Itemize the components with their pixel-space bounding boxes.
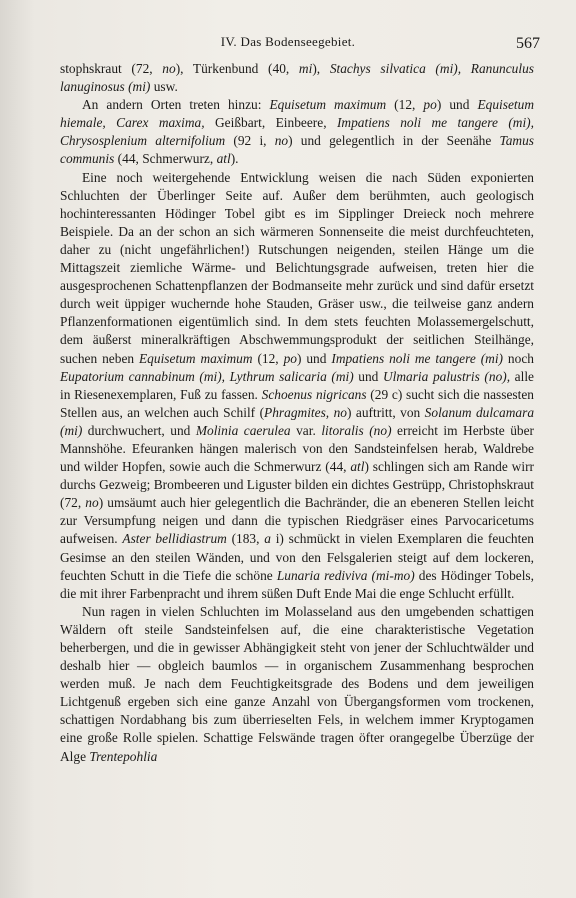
- text-run: (29 c) sucht sich die nassesten Stellen aus, an welchen auch Schilf (: [60, 386, 534, 420]
- italic-run: Tamus communis: [60, 133, 534, 167]
- italic-run: a: [264, 531, 271, 547]
- text-run: ) auftritt, von: [346, 404, 425, 420]
- italic-run: no: [85, 495, 99, 511]
- text-run: ).: [230, 151, 239, 167]
- text-run: ) umsäumt auch hier gelegentlich die Bachränder, die an ebeneren Stellen leicht zur Versumpfung neigen und dann die typischen Riedgräser eines Parvocaricetums aufweisen.: [60, 495, 534, 547]
- italic-run: Impatiens noli me tangere (mi), Chrysosplenium alternifolium: [60, 115, 534, 149]
- text-run: Eine noch weitergehende Entwicklung weisen die nach Süden exponierten Schluchten der Überlinger Seite auf. Außer dem berühmten, auch geologisch hochinteressanten Hödinger Tobel gibt es im Sipplinger Dreieck noch mehrere Beispiele. Da an der schon an sich wärmeren Sonnenseite die meist durchfeuchteten, daher zu (nicht ungefährlichen!) Rutschungen neigenden, steilen Hänge um die Mittagszeit ziemliche Wärme- und Belichtungsgrade aufweisen, treten hier die ausgesprochenen Schattenpflanzen der Bodmanseite mehr zurück und sind dafür ersetzt durch weit üppiger wuchernde hohe Stauden, Gräser usw., die teilweise ganz andern Pflanzenformationen eigentümlich sind. In dem stets feuchten Molassemergelschutt, dem äußerst mineralkräftigen Abschwemmungsprodukt der seitlichen Steilhänge, suchen neben: [60, 169, 534, 366]
- italic-run: mi: [298, 61, 313, 76]
- italic-run: Stachys silvatica (mi), Ranunculus lanuginosus (mi): [60, 61, 534, 95]
- text-run: (12,: [252, 350, 284, 366]
- italic-run: no: [162, 61, 176, 76]
- running-title: IV. Das Bodenseegebiet.: [220, 34, 356, 49]
- italic-run: Molinia caerulea: [195, 422, 291, 438]
- text-run: und: [353, 368, 383, 384]
- text-run: erreicht im Herbste über Mannshöhe. Efeuranken hängen malerisch von den Sandsteinfelsen herab, Waldrebe und wilder Hopfen, sowie auch die Schmerwurz (44,: [60, 422, 534, 475]
- italic-run: atl: [216, 151, 231, 167]
- text-run: alle in Riesenexemplaren, Fuß zu fassen.: [60, 368, 534, 402]
- italic-run: Aster bellidiastrum: [122, 531, 227, 547]
- text-run: (183,: [226, 531, 265, 547]
- page-number: 567: [516, 35, 540, 52]
- italic-run: Impatiens noli me tangere (mi): [331, 350, 504, 366]
- paragraph-3: [60, 169, 534, 603]
- body-text: [60, 60, 534, 766]
- text-run: var.: [290, 422, 322, 438]
- text-run: (92 i,: [225, 133, 275, 149]
- paragraph-2: [60, 96, 534, 168]
- text-run: ),: [312, 61, 330, 76]
- text-run: An andern Orten treten hinzu:: [82, 97, 270, 113]
- italic-run: Phragmites, no: [264, 404, 347, 420]
- italic-run: Trentepohlia: [89, 748, 158, 764]
- text-run: ), Türkenbund (40,: [175, 61, 299, 76]
- italic-run: Solanum dulcamara (mi): [60, 404, 535, 438]
- text-run: Geißbart, Einbeere,: [204, 115, 337, 131]
- italic-run: Equisetum maximum: [139, 350, 253, 366]
- text-run: ) und: [296, 350, 332, 366]
- italic-run: Equisetum hiemale, Carex maxima,: [60, 97, 534, 131]
- paragraph-1: [60, 60, 534, 96]
- italic-run: litoralis (no): [321, 422, 392, 438]
- italic-run: no: [274, 133, 289, 149]
- italic-run: Equisetum maximum: [269, 97, 387, 113]
- text-run: ) schlingen sich am Rande wirr durchs Gezweig; Brombeeren und Liguster bilden ein dichtes Gestrüpp, Christophskraut (72,: [60, 459, 534, 511]
- text-run: ) und gelegentlich in der Seenähe: [288, 133, 500, 149]
- italic-run: po: [283, 350, 297, 366]
- text-run: usw.: [150, 79, 178, 95]
- text-run: i) schmückt in vielen Exemplaren die feuchten Gesimse an den steilen Wänden, und von den Felsgalerien steigt auf dem lockeren, feuchten Schutt in die Tiefe die schöne: [60, 531, 534, 583]
- italic-run: Ulmaria palustris (no),: [382, 368, 511, 384]
- italic-run: Lunaria rediviva (mi-mo): [276, 567, 415, 583]
- italic-run: po: [423, 97, 437, 113]
- italic-run: Schoenus nigricans: [261, 386, 367, 402]
- paragraph-4: [60, 603, 534, 766]
- text-run: ) und: [436, 97, 478, 113]
- text-run: stophskraut (72,: [60, 61, 163, 76]
- italic-run: Eupatorium cannabinum (mi), Lythrum salicaria (mi): [60, 368, 354, 384]
- italic-run: atl: [350, 459, 365, 475]
- text-run: des Hödinger Tobels, die mit ihrer Farbenpracht und ihrem süßen Duft Ende Mai die enge Schlucht erfüllt.: [60, 567, 534, 601]
- text-run: (44, Schmerwurz,: [114, 151, 217, 167]
- text-run: (12,: [386, 97, 424, 113]
- text-run: Nun ragen in vielen Schluchten im Molasseland aus den umgebenden schattigen Wäldern oft steile Sandsteinfelsen auf, die eine charakteristische Vegetation beherbergen, und die in gewisser Abhängigkeit steht von jener der Schluchtwälder und deshalb hier — obgleich baumlos — in organischem Zusammenhang besprochen werden muß. Je nach dem Feuchtigkeitsgrade des Bodens und dem jeweiligen Lichtgenuß ergeben sich eine ganze Anzahl von Übergangsformen vom trockenen, schattigen Nordabhang bis zum überrieselten Fels, in welchem immer Kryptogamen eine große Rolle spielen. Schattige Felswände tragen öfter orangegelbe Überzüge der Alge: [60, 603, 534, 764]
- text-run: durchwuchert, und: [82, 422, 196, 438]
- text-run: noch: [503, 350, 534, 366]
- page-header: [0, 34, 576, 56]
